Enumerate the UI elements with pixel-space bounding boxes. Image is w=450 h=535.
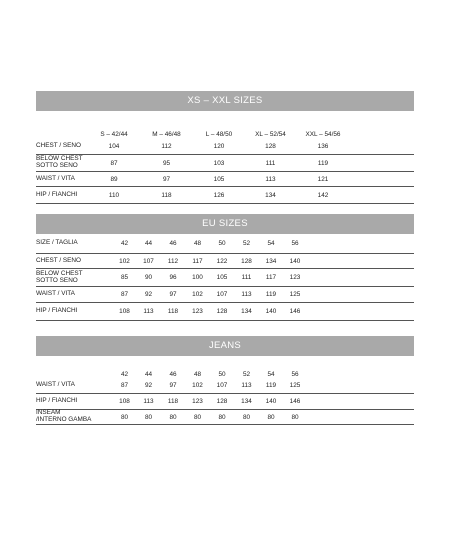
row-label <box>36 172 75 186</box>
table-cell: 97 <box>169 382 177 389</box>
table-cell: 146 <box>289 308 301 315</box>
column-header: 42 <box>120 371 129 378</box>
row-label-line: SOTTO SENO <box>36 276 78 284</box>
table-cell: 123 <box>192 308 203 315</box>
row-label <box>36 155 83 171</box>
table-row <box>36 138 414 155</box>
column-header: L – 48/50 <box>205 131 233 138</box>
table-cell: 123 <box>192 398 203 405</box>
column-header: 54 <box>267 371 275 378</box>
table-cell: 119 <box>317 159 329 167</box>
table-cell: 100 <box>192 274 203 281</box>
table-cell: 120 <box>213 142 225 150</box>
table-cell: 104 <box>108 142 120 150</box>
table-cell: 80 <box>291 413 299 421</box>
table-title: EU SIZES <box>36 214 414 234</box>
column-header: M – 46/48 <box>152 131 181 138</box>
row-label <box>36 254 81 268</box>
table-cell: 119 <box>265 291 277 298</box>
table-cell: 128 <box>241 257 252 265</box>
row-label-line: HIP / FIANCHI <box>36 190 78 198</box>
table-cell: 134 <box>241 308 252 315</box>
table-row <box>36 234 414 254</box>
table-cell: 117 <box>192 257 203 265</box>
table-cell: 80 <box>144 413 153 421</box>
table-row <box>36 187 414 204</box>
column-header: 44 <box>144 371 153 378</box>
table-row <box>36 378 414 394</box>
table-row <box>36 303 414 321</box>
table-cell: 119 <box>265 382 277 389</box>
column-header-row <box>36 356 414 378</box>
row-label-line: /INTERNO GAMBA <box>36 416 92 423</box>
table-cell: 42 <box>120 240 129 247</box>
table-cell: 108 <box>119 398 130 405</box>
table-cell: 108 <box>119 308 130 315</box>
row-label-line: HIP / FIANCHI <box>36 307 78 315</box>
table-cell: 112 <box>161 142 172 150</box>
table-cell: 146 <box>289 398 301 405</box>
row-label-line: WAIST / VITA <box>36 174 75 182</box>
table-cell: 140 <box>265 308 277 315</box>
table-title: JEANS <box>36 336 414 356</box>
row-label-line: CHEST / SENO <box>36 141 81 149</box>
table-cell: 92 <box>144 291 153 298</box>
table-cell: 48 <box>193 240 202 247</box>
table-cell: 103 <box>213 159 225 167</box>
row-label-line: CHEST / SENO <box>36 256 81 264</box>
table-cell: 80 <box>120 413 129 421</box>
table-cell: 134 <box>265 191 276 199</box>
table-cell: 136 <box>317 142 329 150</box>
table-cell: 87 <box>110 159 118 167</box>
row-label <box>36 269 83 286</box>
table-cell: 85 <box>120 274 129 281</box>
row-label <box>36 410 91 424</box>
table-cell: 113 <box>265 175 276 183</box>
table-cell: 113 <box>241 291 252 298</box>
table-row <box>36 155 414 172</box>
column-header: 46 <box>169 371 177 378</box>
table-cell: 118 <box>167 308 179 315</box>
table-cell: 107 <box>216 382 228 389</box>
column-header: 56 <box>291 371 299 378</box>
row-label <box>36 303 77 320</box>
table-cell: 80 <box>193 413 202 421</box>
column-header-row <box>36 111 414 138</box>
table-cell: 140 <box>289 257 301 265</box>
table-cell: 123 <box>289 274 301 281</box>
table-cell: 142 <box>317 191 329 199</box>
table-row <box>36 410 414 425</box>
table-cell: 102 <box>192 382 203 389</box>
table-cell: 134 <box>265 257 277 265</box>
table-cell: 134 <box>241 398 252 405</box>
table-cell: 128 <box>265 142 276 150</box>
row-label <box>36 234 78 253</box>
table-cell: 89 <box>110 175 118 183</box>
table-cell: 121 <box>317 175 329 183</box>
table-cell: 90 <box>144 274 153 281</box>
row-label-line: SOTTO SENO <box>36 162 78 169</box>
table-title: XS – XXL SIZES <box>36 91 414 111</box>
row-label-line: WAIST / VITA <box>36 290 75 298</box>
column-header: 50 <box>218 371 226 378</box>
table-cell: 113 <box>241 382 252 389</box>
row-label-line: BELOW CHEST <box>36 269 83 277</box>
table-cell: 111 <box>265 159 276 167</box>
table-cell: 107 <box>216 291 228 298</box>
table-cell: 97 <box>162 175 171 183</box>
table-row <box>36 254 414 269</box>
table-cell: 125 <box>289 291 301 298</box>
table-cell: 118 <box>161 191 172 199</box>
table-cell: 126 <box>213 191 225 199</box>
table-cell: 112 <box>167 257 179 265</box>
table-cell: 97 <box>169 291 177 298</box>
table-cell: 46 <box>169 240 177 247</box>
row-label-line: BELOW CHEST <box>36 155 83 163</box>
table-cell: 118 <box>167 398 179 405</box>
table-cell: 113 <box>143 308 154 315</box>
size-table-eu <box>36 214 414 321</box>
size-table-jeans <box>36 336 414 425</box>
row-label <box>36 138 81 154</box>
row-label-line: WAIST / VITA <box>36 381 75 389</box>
table-cell: 54 <box>267 240 275 247</box>
size-table-xs-xxl <box>36 91 414 204</box>
row-label-line: INSEAM <box>36 409 61 417</box>
table-cell: 117 <box>265 274 277 281</box>
row-label <box>36 287 75 302</box>
table-cell: 107 <box>143 257 154 265</box>
table-cell: 140 <box>265 398 277 405</box>
table-cell: 122 <box>216 257 228 265</box>
table-cell: 44 <box>144 240 153 247</box>
table-row <box>36 269 414 287</box>
table-cell: 80 <box>218 413 226 421</box>
table-cell: 92 <box>144 382 153 389</box>
table-cell: 80 <box>267 413 275 421</box>
table-cell: 87 <box>120 382 129 389</box>
row-label <box>36 187 77 203</box>
table-cell: 105 <box>216 274 228 281</box>
table-cell: 95 <box>162 159 171 167</box>
table-cell: 96 <box>169 274 177 281</box>
row-label-line: HIP / FIANCHI <box>36 397 78 405</box>
column-header: XL – 52/54 <box>255 131 286 138</box>
table-cell: 87 <box>120 291 129 298</box>
row-label-line: SIZE / TAGLIA <box>36 239 78 247</box>
table-row <box>36 287 414 303</box>
table-row <box>36 394 414 410</box>
table-cell: 102 <box>192 291 203 298</box>
table-cell: 50 <box>218 240 226 247</box>
column-header: 52 <box>242 371 251 378</box>
column-header: XXL – 54/56 <box>305 131 341 138</box>
table-cell: 113 <box>143 398 154 405</box>
table-cell: 111 <box>241 274 252 281</box>
table-cell: 80 <box>242 413 251 421</box>
table-cell: 110 <box>108 191 120 199</box>
table-cell: 52 <box>242 240 251 247</box>
table-cell: 105 <box>213 175 225 183</box>
table-cell: 56 <box>291 240 299 247</box>
column-header: S – 42/44 <box>100 131 128 138</box>
table-cell: 80 <box>169 413 177 421</box>
column-header: 48 <box>193 371 202 378</box>
table-cell: 128 <box>216 308 228 315</box>
table-cell: 128 <box>216 398 228 405</box>
table-cell: 125 <box>289 382 301 389</box>
row-label <box>36 394 77 409</box>
table-row <box>36 172 414 187</box>
row-label <box>36 378 75 393</box>
table-cell: 102 <box>119 257 130 265</box>
